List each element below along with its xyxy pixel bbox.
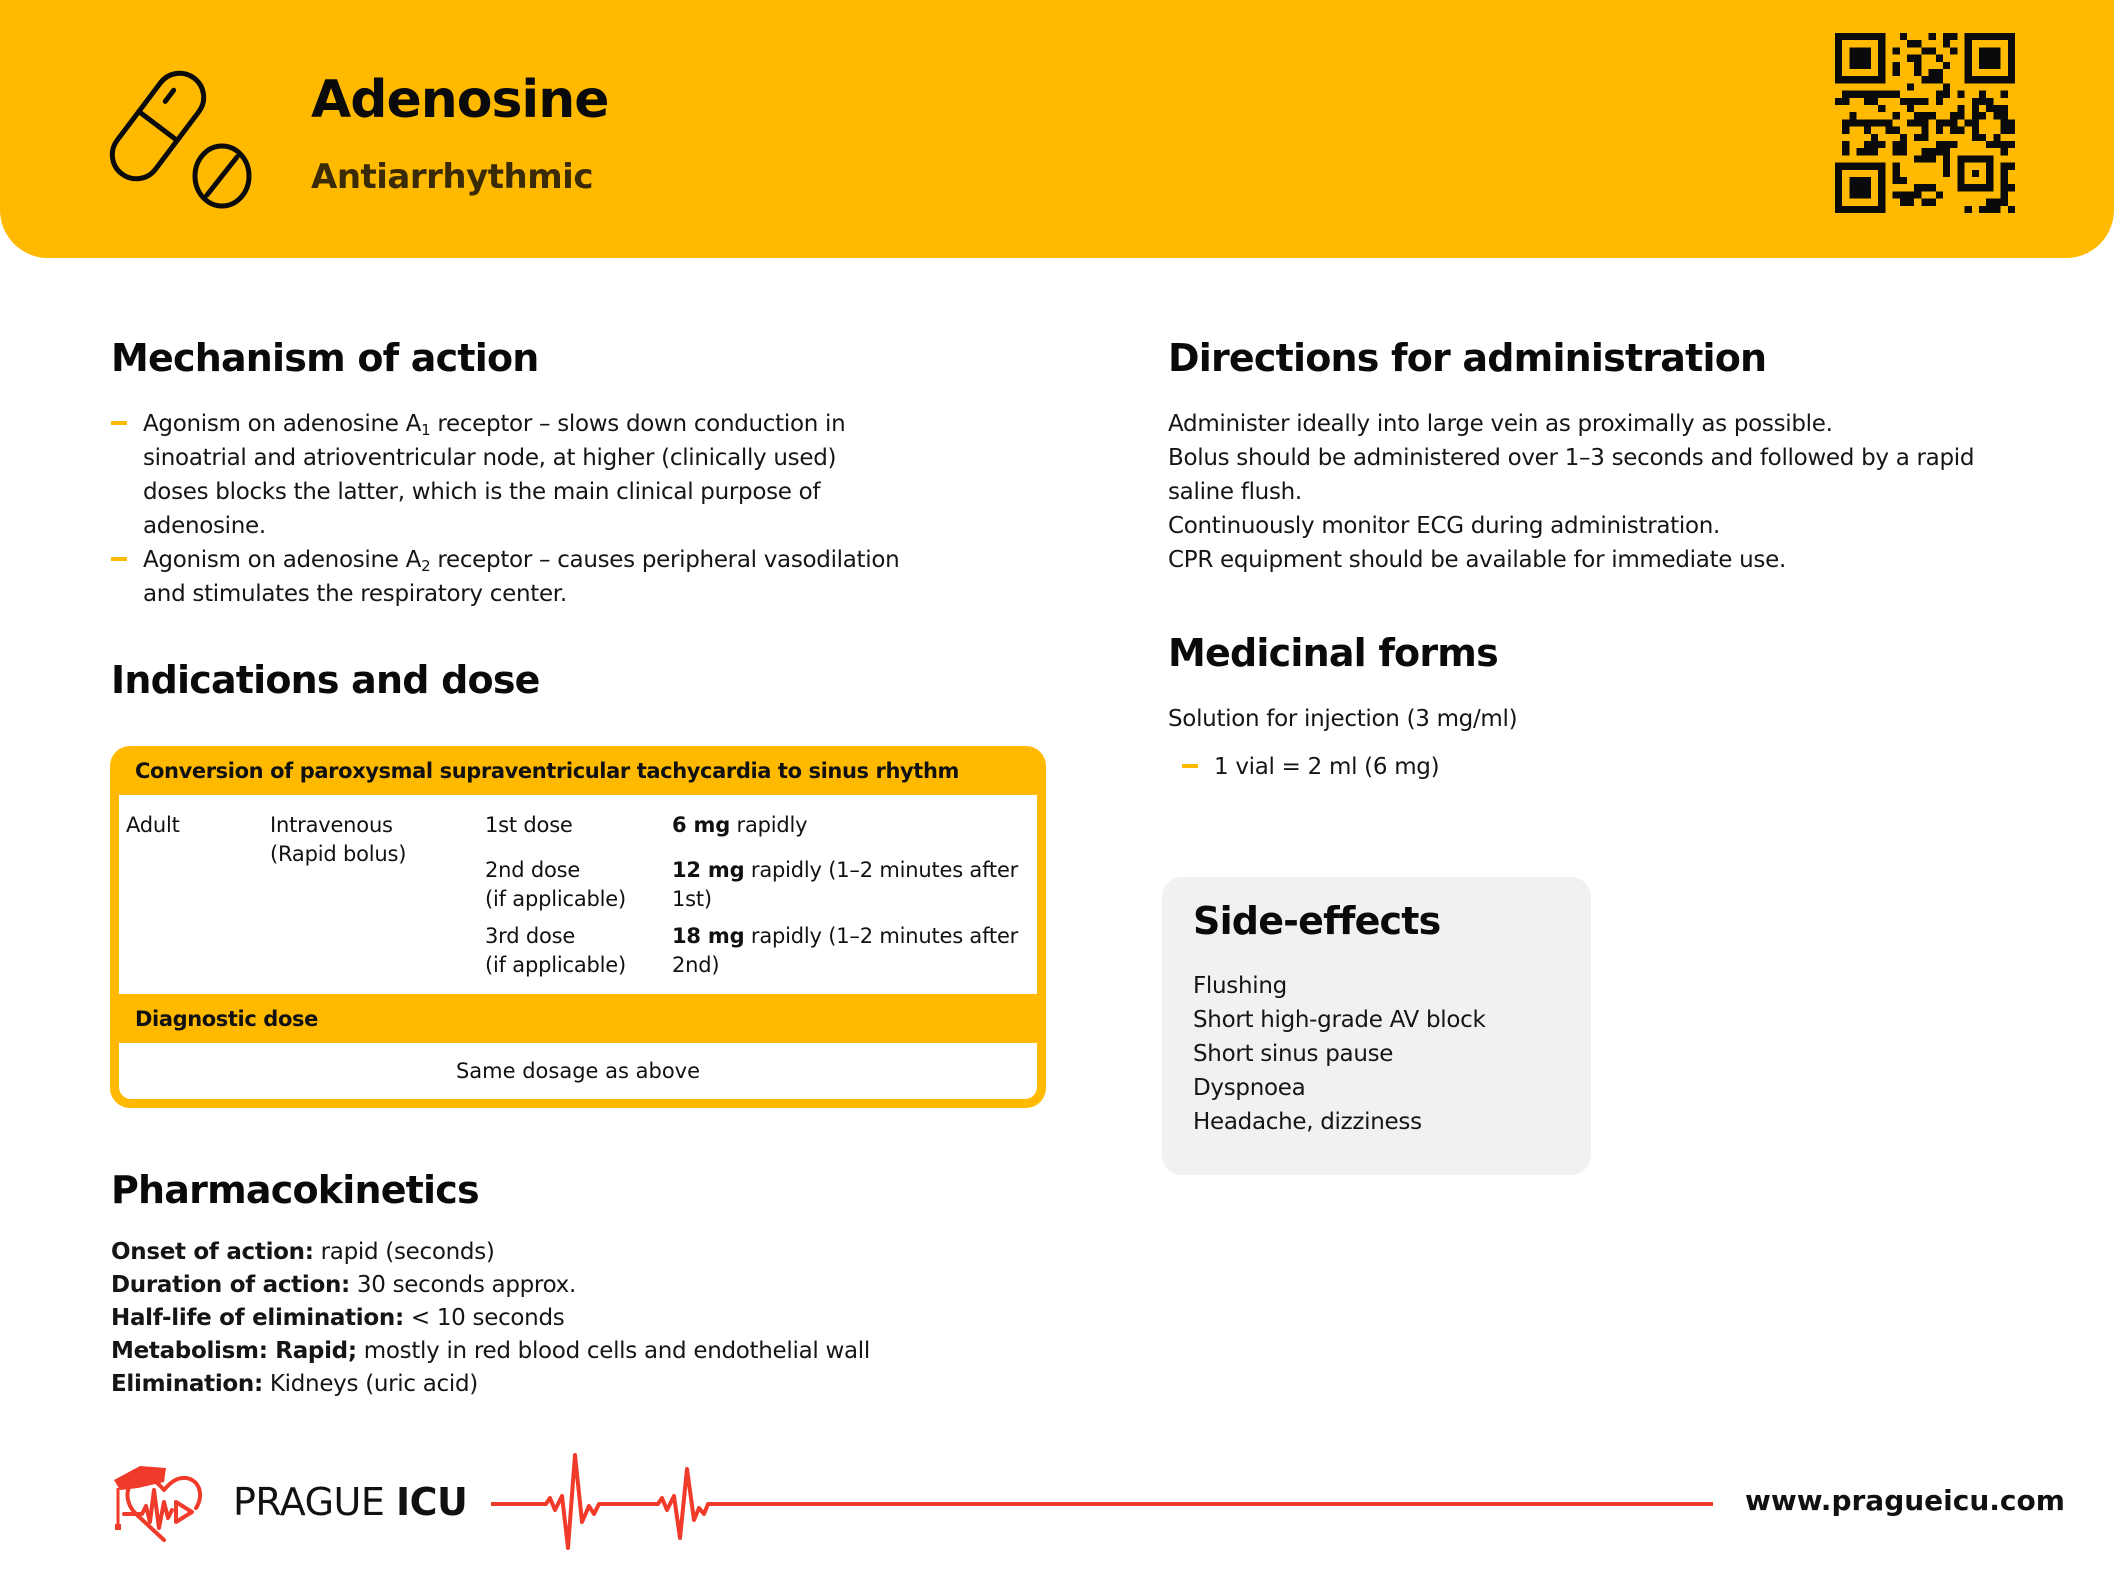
- side-effect-item: Short high-grade AV block: [1193, 1007, 1486, 1033]
- bullet-dash-icon: [111, 557, 127, 561]
- side-effect-item: Short sinus pause: [1193, 1041, 1394, 1067]
- diagnostic-dose-cell: Same dosage as above: [119, 1043, 1037, 1099]
- directions-heading: Directions for administration: [1168, 336, 1767, 380]
- pharmacokinetics-heading: Pharmacokinetics: [111, 1168, 479, 1212]
- table-section-title: Conversion of paroxysmal supraventricular tachycardia to sinus rhythm: [135, 758, 959, 783]
- bullet-dash-icon: [111, 421, 127, 425]
- pk-row: Half-life of elimination: < 10 seconds: [111, 1305, 565, 1331]
- dose-value-2: 12 mg rapidly (1–2 minutes after 1st): [672, 858, 1019, 911]
- qr-code-icon[interactable]: [1835, 33, 2015, 213]
- brand-name: PRAGUE ICU: [233, 1480, 468, 1524]
- header-banner: [0, 0, 2114, 258]
- pk-row: Onset of action: rapid (seconds): [111, 1239, 495, 1265]
- side-effects-list: [1193, 969, 1486, 1139]
- pk-row: Metabolism: Rapid; mostly in red blood cells and endothelial wall: [111, 1338, 870, 1364]
- drug-title: Adenosine: [311, 70, 609, 130]
- side-effect-item: Dyspnoea: [1193, 1075, 1306, 1101]
- dose-value-1: 6 mg rapidly: [672, 813, 808, 837]
- table-section-title: Diagnostic dose: [135, 1006, 318, 1031]
- dose-label-3: 3rd dose (if applicable): [485, 924, 626, 977]
- side-effects-heading: Side-effects: [1193, 899, 1441, 943]
- population-cell: Adult: [126, 813, 180, 837]
- medicinal-forms-heading: Medicinal forms: [1168, 631, 1498, 675]
- side-effect-item: Headache, dizziness: [1193, 1109, 1422, 1135]
- dose-value-3: 18 mg rapidly (1–2 minutes after 2nd): [672, 924, 1019, 977]
- indications-heading: Indications and dose: [111, 658, 540, 702]
- dose-rows: [119, 795, 1037, 994]
- pk-row: Duration of action: 30 seconds approx.: [111, 1272, 576, 1298]
- dose-label-1: 1st dose: [485, 813, 573, 837]
- mechanism-list: [111, 407, 931, 611]
- medicinal-forms-list: [1182, 750, 1439, 784]
- dose-table: [110, 746, 1046, 1108]
- directions-text: Administer ideally into large vein as proximally as possible. Bolus should be administered over 1–3 seconds and followed by a rapid saline flush. Continuously monitor ECG during administration. CPR equipment should be available for immediate use.: [1168, 411, 1975, 573]
- pharmacokinetics-list: [111, 1236, 870, 1401]
- pk-row: Elimination: Kidneys (uric acid): [111, 1371, 478, 1397]
- pill-icon: [100, 64, 260, 214]
- mechanism-item: Agonism on adenosine $A_2$ receptor – causes peripheral vasodilation and stimulates the respiratory center.: [111, 543, 931, 611]
- bullet-dash-icon: [1182, 764, 1198, 768]
- mechanism-heading: Mechanism of action: [111, 336, 539, 380]
- side-effects-box: [1162, 877, 1591, 1175]
- dose-label-2: 2nd dose (if applicable): [485, 858, 626, 911]
- side-effect-item: Flushing: [1193, 973, 1287, 999]
- mechanism-item: Agonism on adenosine $A_1$ receptor – slows down conduction in sinoatrial and atrioventricular node, at higher (clinically used) doses blocks the latter, which is the main clinical purpose of adenosine.: [111, 407, 931, 543]
- medicinal-form-text: Solution for injection (3 mg/ml): [1168, 706, 1518, 732]
- heart-ecg-graduation-cap-icon: [112, 1462, 216, 1546]
- ecg-line-icon: [488, 1450, 1718, 1554]
- medicinal-form-item: 1 vial = 2 ml (6 mg): [1182, 750, 1439, 784]
- route-cell: Intravenous (Rapid bolus): [270, 813, 407, 866]
- drug-class: Antiarrhythmic: [311, 157, 593, 197]
- website-link[interactable]: www.pragueicu.com: [1745, 1484, 2065, 1517]
